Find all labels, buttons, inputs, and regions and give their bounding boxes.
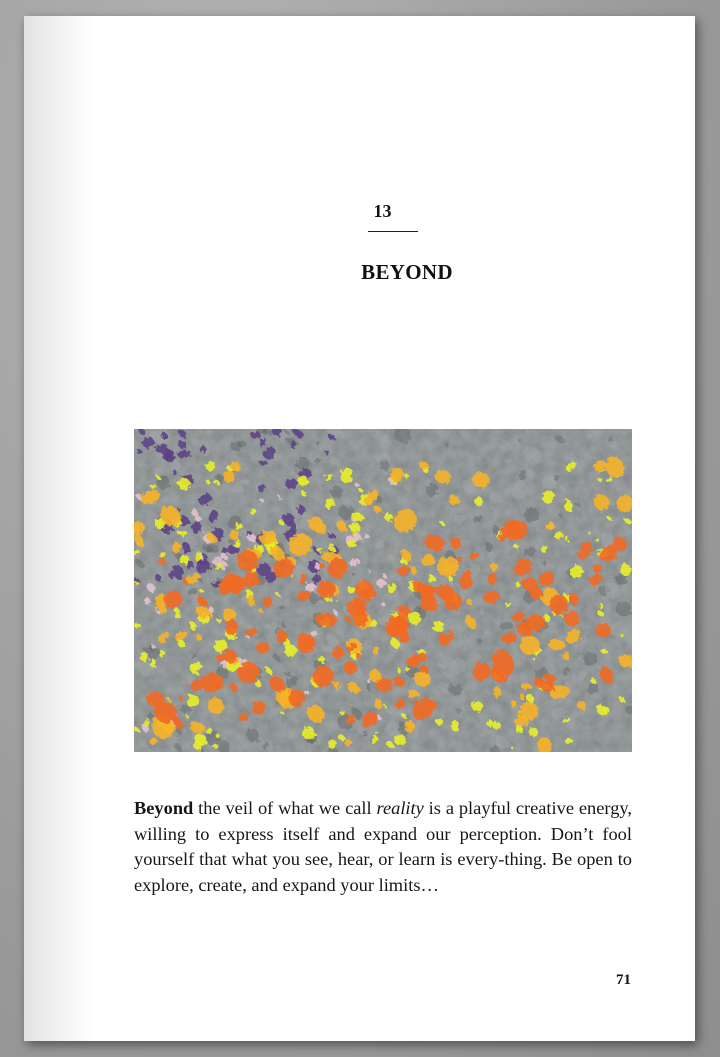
paragraph-lead-word: Beyond xyxy=(134,798,194,819)
paint-dab xyxy=(135,581,140,585)
paint-dab xyxy=(237,551,258,572)
paint-dab xyxy=(519,693,525,699)
body-paragraph xyxy=(134,796,632,898)
paint-dab xyxy=(500,621,513,629)
page-gutter-shadow xyxy=(24,16,94,1041)
chapter-divider xyxy=(368,231,418,232)
abstract-painting-image xyxy=(134,429,632,752)
paragraph-emphasis: reality xyxy=(376,798,424,819)
paint-dab xyxy=(137,450,143,455)
paint-dab xyxy=(488,553,497,563)
paint-dab xyxy=(169,573,173,577)
chapter-title: BEYOND xyxy=(361,260,453,284)
paint-dab xyxy=(457,557,463,562)
book-page xyxy=(24,16,695,1041)
chapter-number: 13 xyxy=(373,201,392,221)
paragraph-text-1: the veil of what we call xyxy=(193,798,377,819)
page-number: 71 xyxy=(616,972,631,988)
paint-dab xyxy=(489,493,502,504)
paragraph-text-2: is a playful creative energy, willing to express itself and expand our perception. Don’t fool yourself that what you see, hear, or learn is every-thing. Be open to explore, create, and expand your limits… xyxy=(134,798,632,895)
paint-dab xyxy=(174,608,180,619)
